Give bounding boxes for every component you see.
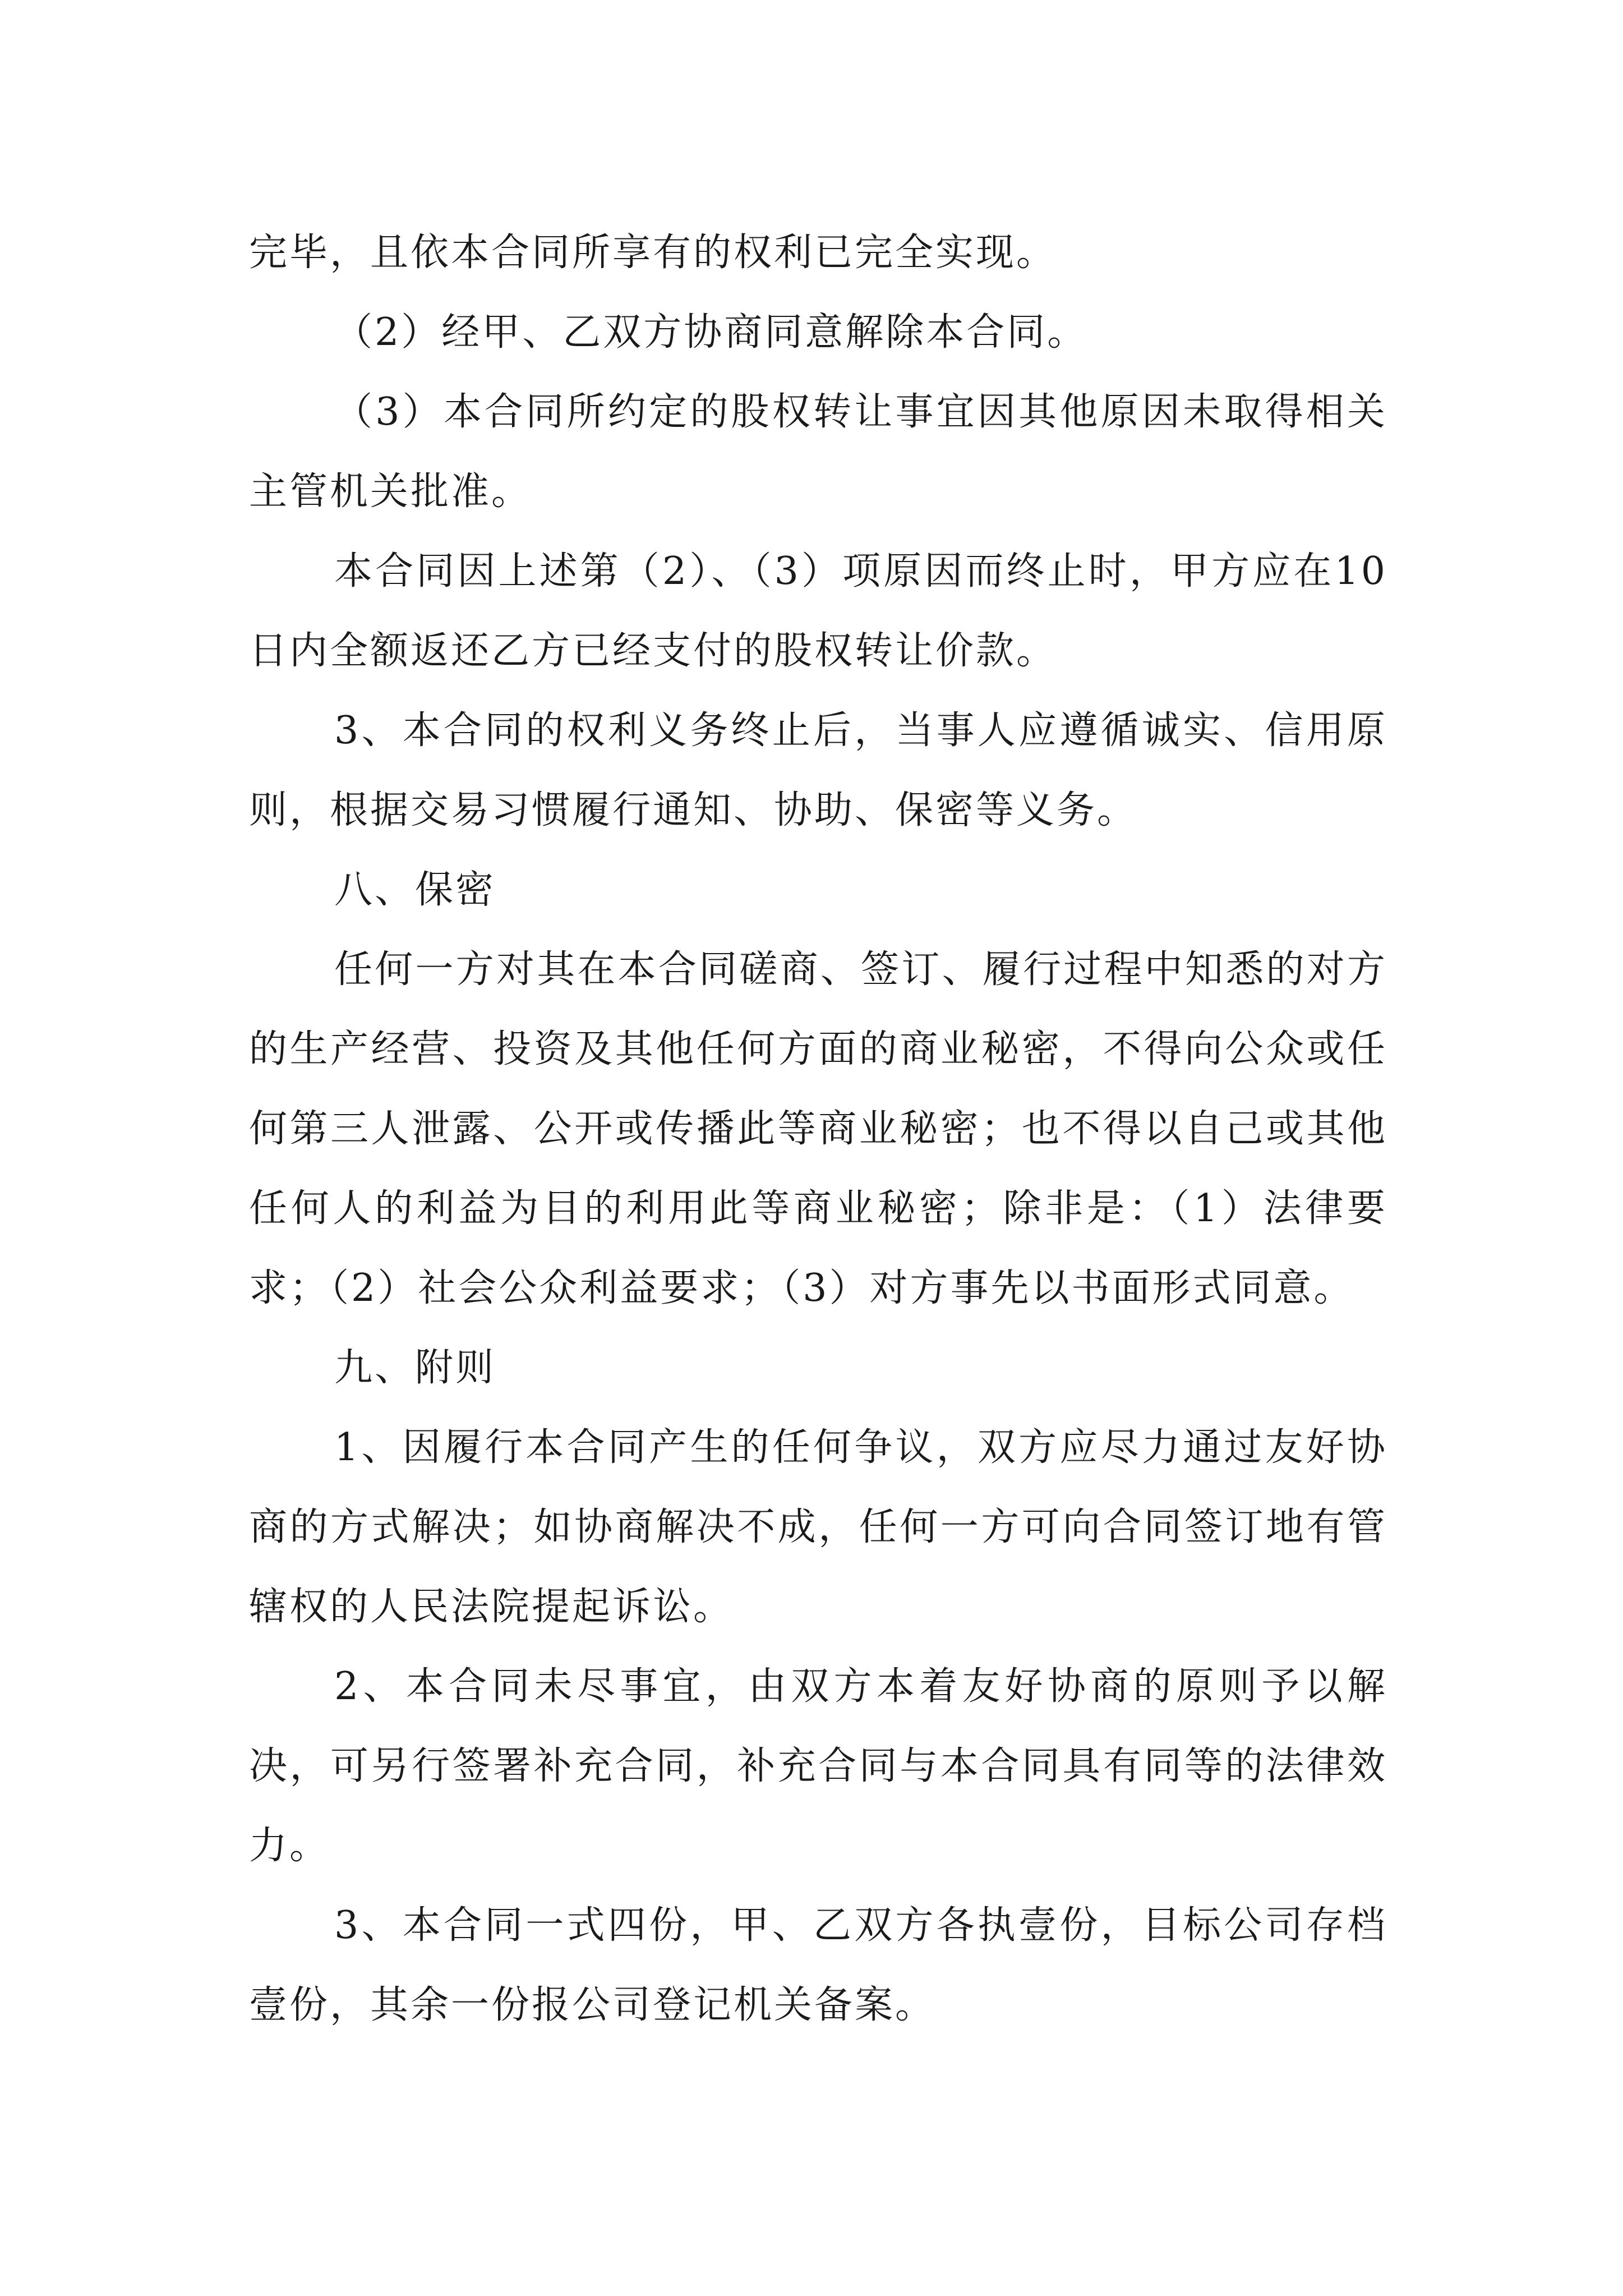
- paragraph-confidentiality: 任何一方对其在本合同磋商、签订、履行过程中知悉的对方的生产经营、投资及其他任何方面的商业秘密，不得向公众或任何第三人泄露、公开或传播此等商业秘密；也不得以自己或其他任何人的利益为目的利用此等商业秘密；除非是：（1）法律要求；（2）社会公众利益要求；（3）对方事先以书面形式同意。: [249, 947, 1387, 1310]
- paragraph-supplementary-contract: 2、本合同未尽事宜，由双方本着友好协商的原则予以解决，可另行签署补充合同，补充合同与本合同具有同等的法律效力。: [249, 1664, 1387, 1868]
- document-body: [249, 213, 1387, 2045]
- paragraph-dispute-resolution: 1、因履行本合同产生的任何争议，双方应尽力通过友好协商的方式解决；如协商解决不成，任何一方可向合同签订地有管辖权的人民法院提起诉讼。: [249, 1425, 1387, 1629]
- paragraph-continuation: 完毕，且依本合同所享有的权利已完全实现。: [249, 231, 1057, 275]
- paragraph-post-termination-duties: 3、本合同的权利义务终止后，当事人应遵循诚实、信用原则，根据交易习惯履行通知、协助、保密等义务。: [249, 708, 1387, 832]
- paragraph-refund-clause: 本合同因上述第（2）、（3）项原因而终止时，甲方应在10日内全额返还乙方已经支付的股权转让价款。: [249, 549, 1387, 673]
- section-heading-supplementary: 九、附则: [334, 1346, 496, 1390]
- section-heading-confidentiality: 八、保密: [334, 868, 496, 912]
- paragraph-termination-item-3: （3）本合同所约定的股权转让事宜因其他原因未取得相关主管机关批准。: [249, 390, 1387, 514]
- paragraph-termination-item-2: （2）经甲、乙双方协商同意解除本合同。: [334, 310, 1088, 355]
- paragraph-copies: 3、本合同一式四份，甲、乙双方各执壹份，目标公司存档壹份，其余一份报公司登记机关备案。: [249, 1903, 1387, 2027]
